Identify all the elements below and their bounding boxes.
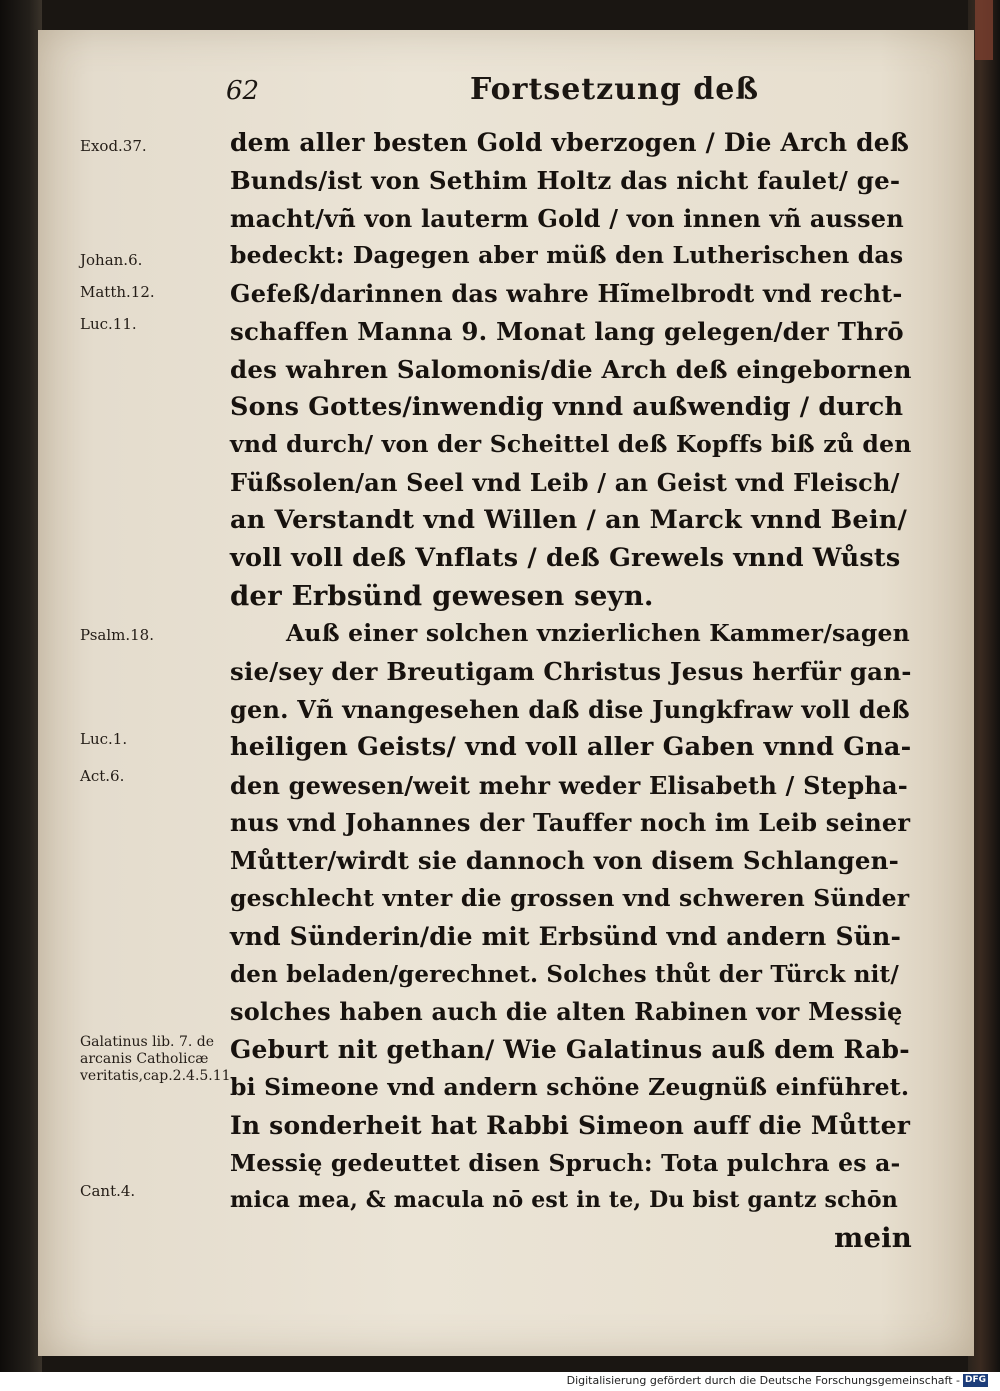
text-line: heiligen Geists/ vnd voll aller Gaben vnnd Gna- xyxy=(230,731,912,762)
text-line: voll voll deß Vnflats / deß Grewels vnnd Wůsts xyxy=(230,542,901,573)
text-line: Můtter/wirdt sie dannoch von disem Schlangen- xyxy=(230,846,900,876)
text-line: vnd durch/ von der Scheittel deß Kopffs biß zů den xyxy=(230,430,912,459)
text-line: mica mea, & macula nō est in te, Du bist gantz schōn xyxy=(230,1187,899,1214)
text-line: bi Simeone vnd andern schöne Zeugnüß einführet. xyxy=(230,1072,910,1101)
text-line: schaffen Manna 9. Monat lang gelegen/der Thrō xyxy=(230,316,904,346)
margin-note-luc: Luc.11. xyxy=(80,315,137,333)
text-line: Bunds/ist von Sethim Holtz das nicht faulet/ ge- xyxy=(230,165,901,195)
margin-note-exod: Exod.37. xyxy=(80,137,147,155)
text-line: des wahren Salomonis/die Arch deß eingebornen xyxy=(230,354,912,384)
text-line: der Erbsünd gewesen seyn. xyxy=(230,579,654,612)
text-line: sie/sey der Breutigam Christus Jesus herfür gan- xyxy=(230,657,912,687)
page-number: 62 xyxy=(226,76,260,106)
text-line: Sons Gottes/inwendig vnnd außwendig / durch xyxy=(230,391,904,422)
margin-note-psalm: Psalm.18. xyxy=(80,626,154,644)
text-line: geschlecht vnter die grossen vnd schweren Sünder xyxy=(230,883,910,912)
text-line: solches haben auch die alten Rabinen vor Messię xyxy=(230,997,903,1027)
margin-note-galatinus: Galatinus lib. 7. de arcanis Catholicæ veritatis,cap.2.4.5.11. xyxy=(80,1034,236,1084)
text-line: macht/vñ von lauterm Gold / von innen vñ aussen xyxy=(230,203,904,233)
running-title: Fortsetzung deß xyxy=(470,72,760,107)
scan-left-edge xyxy=(0,0,42,1391)
dfg-logo-icon: DFG xyxy=(964,1375,986,1385)
text-line: Füßsolen/an Seel vnd Leib / an Geist vnd Fleisch/ xyxy=(230,468,900,498)
text-line: bedeckt: Dagegen aber müß den Lutherischen das xyxy=(230,241,904,270)
margin-note-act: Act.6. xyxy=(80,767,125,785)
margin-note-matth: Matth.12. xyxy=(80,283,155,301)
margin-note-cant: Cant.4. xyxy=(80,1182,136,1200)
funding-credit: Digitalisierung gefördert durch die Deutsche Forschungsgemeinschaft - xyxy=(566,1374,960,1387)
text-line: Auß einer solchen vnzierlichen Kammer/sagen xyxy=(286,619,910,648)
text-line: In sonderheit hat Rabbi Simeon auff die Můtter xyxy=(230,1110,911,1140)
text-line: den gewesen/weit mehr weder Elisabeth / Stepha- xyxy=(230,770,908,800)
margin-note-johan: Johan.6. xyxy=(80,251,143,269)
text-line: den beladen/gerechnet. Solches thůt der Türck nit/ xyxy=(230,960,899,988)
binding-mark xyxy=(975,0,993,60)
text-line: Gefeß/darinnen das wahre Hĩmelbrodt vnd recht- xyxy=(230,279,903,309)
text-line: an Verstandt vnd Willen / an Marck vnnd Bein/ xyxy=(230,504,907,535)
text-line: Geburt nit gethan/ Wie Galatinus auß dem Rab- xyxy=(230,1035,910,1065)
margin-note-luc-1: Luc.1. xyxy=(80,730,128,748)
catchword: mein xyxy=(834,1222,912,1255)
text-line: Messię gedeuttet disen Spruch: Tota pulchra es a- xyxy=(230,1148,901,1177)
text-line: nus vnd Johannes der Tauffer noch im Leib seiner xyxy=(230,808,911,838)
text-line: vnd Sünderin/die mit Erbsünd vnd andern Sün- xyxy=(230,921,902,951)
text-line: gen. Vñ vnangesehen daß dise Jungkfraw voll deß xyxy=(230,694,910,724)
body-text xyxy=(230,124,912,1258)
text-line: dem aller besten Gold vberzogen / Die Arch deß xyxy=(230,128,910,157)
